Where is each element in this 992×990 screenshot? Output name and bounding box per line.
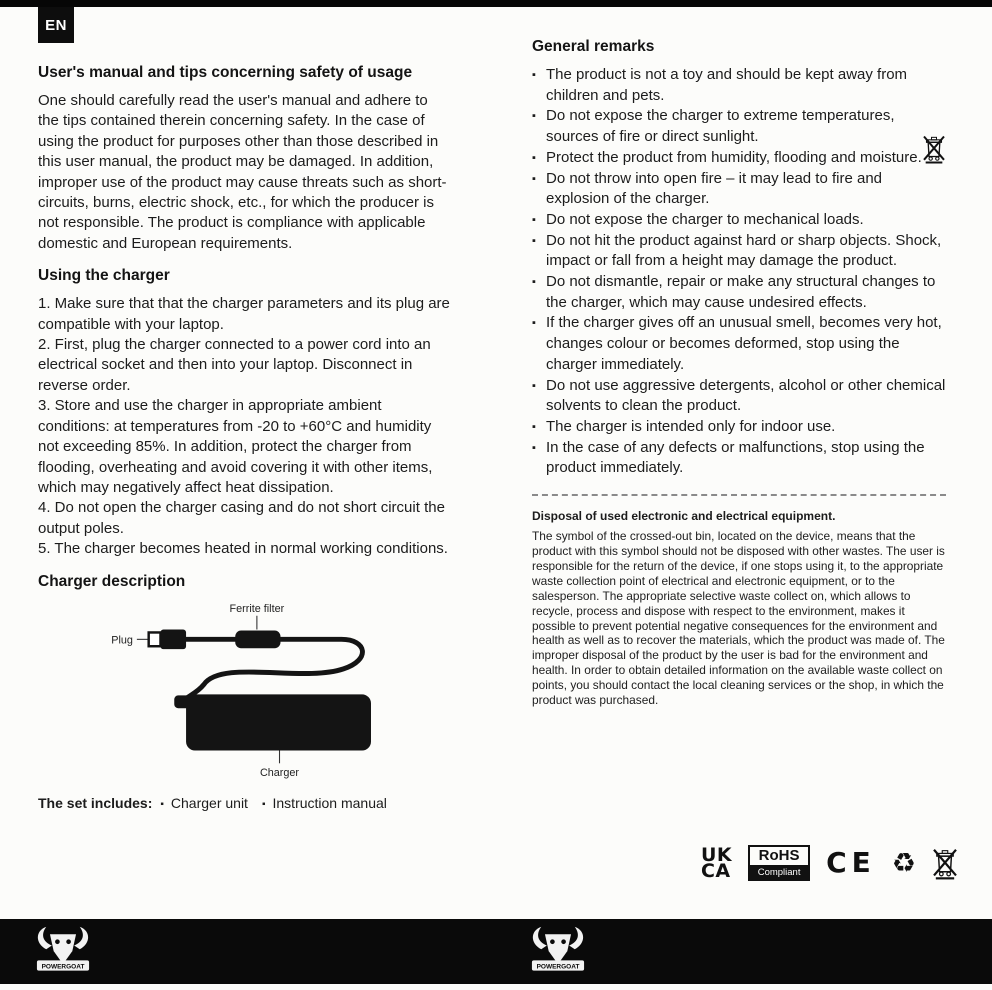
disposal-paragraph: The symbol of the crossed-out bin, located on the device, means that the product with this symbol should not be disposed with other wastes. The user is responsible for the return of the device, if one stops using it, to the appropriate waste collection point of electrical and electronic equipment, or to the salesperson. The appropriate selective waste collect on, which allows to recycle, process and dispose with respect to the environment, makes it possible to prevent potential negative consequences for the environment and health as well as to recover the materials, which the product was made of. The improper disposal of the product by the user is bad for the environment and health. In order to obtain detailed information on the available waste collect on points, you should contact the local cleaning services or the shop, in which the product was purchased. xyxy=(532,529,945,708)
charger-diagram xyxy=(38,600,462,781)
remark-item: ▪ In the case of any defects or malfunctions, stop using the product immediately. xyxy=(532,438,946,479)
safety-heading: User's manual and tips concerning safety of usage xyxy=(38,64,413,81)
step-2: 2. First, plug the charger connected to a power cord into an electrical socket and then into your laptop. Disconnect in reverse order. xyxy=(38,336,431,394)
plug-body xyxy=(160,629,186,649)
remark-item: ▪ Do not expose the charger to extreme temperatures, sources of fire or direct sunlight. xyxy=(532,106,946,147)
plug-prong-face xyxy=(149,632,161,646)
goat-horn-right xyxy=(569,927,583,949)
charger-brick xyxy=(186,694,371,750)
weee-crossed-bin-icon xyxy=(932,847,958,880)
set-includes xyxy=(38,795,452,811)
brand-name: POWERGOAT xyxy=(536,963,580,971)
goat-skull xyxy=(50,934,76,964)
goat-horn-right xyxy=(74,927,88,949)
rohs-mark xyxy=(748,845,810,881)
powergoat-logo xyxy=(33,925,93,979)
right-column xyxy=(532,38,946,708)
remark-item: ▪ The charger is intended only for indoor use. xyxy=(532,417,946,438)
using-charger-steps xyxy=(38,294,452,559)
rohs-label: RoHS xyxy=(758,847,800,864)
power-cable xyxy=(182,639,362,702)
footer-bar xyxy=(0,919,992,984)
remark-item: ▪ The product is not a toy and should be kept away from children and pets. xyxy=(532,65,946,106)
disposal-heading: Disposal of used electronic and electrical equipment. xyxy=(532,509,836,524)
step-4: 4. Do not open the charger casing and do not short circuit the output poles. xyxy=(38,499,445,537)
language-badge: EN xyxy=(38,7,74,43)
set-includes-item: ▪ Instruction manual xyxy=(262,795,387,811)
ferrite-filter-label: Ferrite filter xyxy=(229,602,285,615)
ukca-uk-text: UK xyxy=(700,843,733,866)
general-remarks-list xyxy=(532,65,946,479)
goat-skull xyxy=(545,934,571,964)
remark-item: ▪ Do not throw into open fire – it may lead to fire and explosion of the charger. xyxy=(532,169,946,210)
certification-marks xyxy=(532,845,958,881)
rohs-compliant-label: Compliant xyxy=(750,865,808,879)
set-includes-label: The set includes: xyxy=(38,794,153,811)
safety-paragraph: One should carefully read the user's manual and adhere to the tips contained therein concerning safety. In the case of using the product for purposes other than those described in this user manual, the product may be damaged. In addition, improper use of the product may cause threats such as short-circuits, burns, electric shock, etc., for which the producer is not responsible. The product is compliance with applicable domestic and European requirements. xyxy=(38,92,447,252)
dashed-divider xyxy=(532,494,946,496)
remark-item: ▪ If the charger gives off an unusual smell, becomes very hot, changes colour or becomes deformed, stop using the charger immediately. xyxy=(532,313,946,375)
remark-item: ▪ Do not expose the charger to mechanical loads. xyxy=(532,210,946,231)
ce-mark-icon: CE xyxy=(826,846,876,879)
left-column xyxy=(38,64,452,811)
ferrite-filter xyxy=(235,630,280,648)
plug-label: Plug xyxy=(111,633,133,646)
recycling-icon: ♻ xyxy=(891,847,916,879)
bin-handle xyxy=(932,137,937,140)
goat-horn-left xyxy=(38,927,52,949)
brand-name: POWERGOAT xyxy=(41,963,85,971)
charger-label: Charger xyxy=(259,766,300,779)
remark-item: ▪ Do not use aggressive detergents, alcohol or other chemical solvents to clean the product. xyxy=(532,376,946,417)
ukca-ca-text: CA xyxy=(700,860,731,882)
remark-item: ▪ Do not hit the product against hard or sharp objects. Shock, impact or fall from a height may damage the product. xyxy=(532,231,946,272)
general-remarks-heading: General remarks xyxy=(532,38,655,55)
crossed-bin-icon-small xyxy=(922,134,946,164)
step-3: 3. Store and use the charger in appropriate ambient conditions: at temperatures from -20 to +60°C and humidity not exceeding 85%. In addition, protect the charger from flooding, overheating and avoid covering it with other items, which may negatively affect heat dissipation. xyxy=(38,397,433,496)
charger-description-heading: Charger description xyxy=(38,572,186,590)
using-charger-heading: Using the charger xyxy=(38,267,170,285)
step-1: 1. Make sure that that the charger parameters and its plug are compatible with your laptop. xyxy=(38,295,450,333)
remark-item: ▪ Protect the product from humidity, flooding and moisture. xyxy=(532,148,946,169)
top-edge-strip xyxy=(0,0,992,7)
remark-item: ▪ Do not dismantle, repair or make any structural changes to the charger, which may cause undesired effects. xyxy=(532,272,946,313)
step-5: 5. The charger becomes heated in normal working conditions. xyxy=(38,540,448,558)
ukca-mark xyxy=(700,843,733,882)
set-includes-item: ▪ Charger unit xyxy=(160,795,248,811)
goat-horn-left xyxy=(533,927,547,949)
powergoat-logo xyxy=(528,925,588,979)
